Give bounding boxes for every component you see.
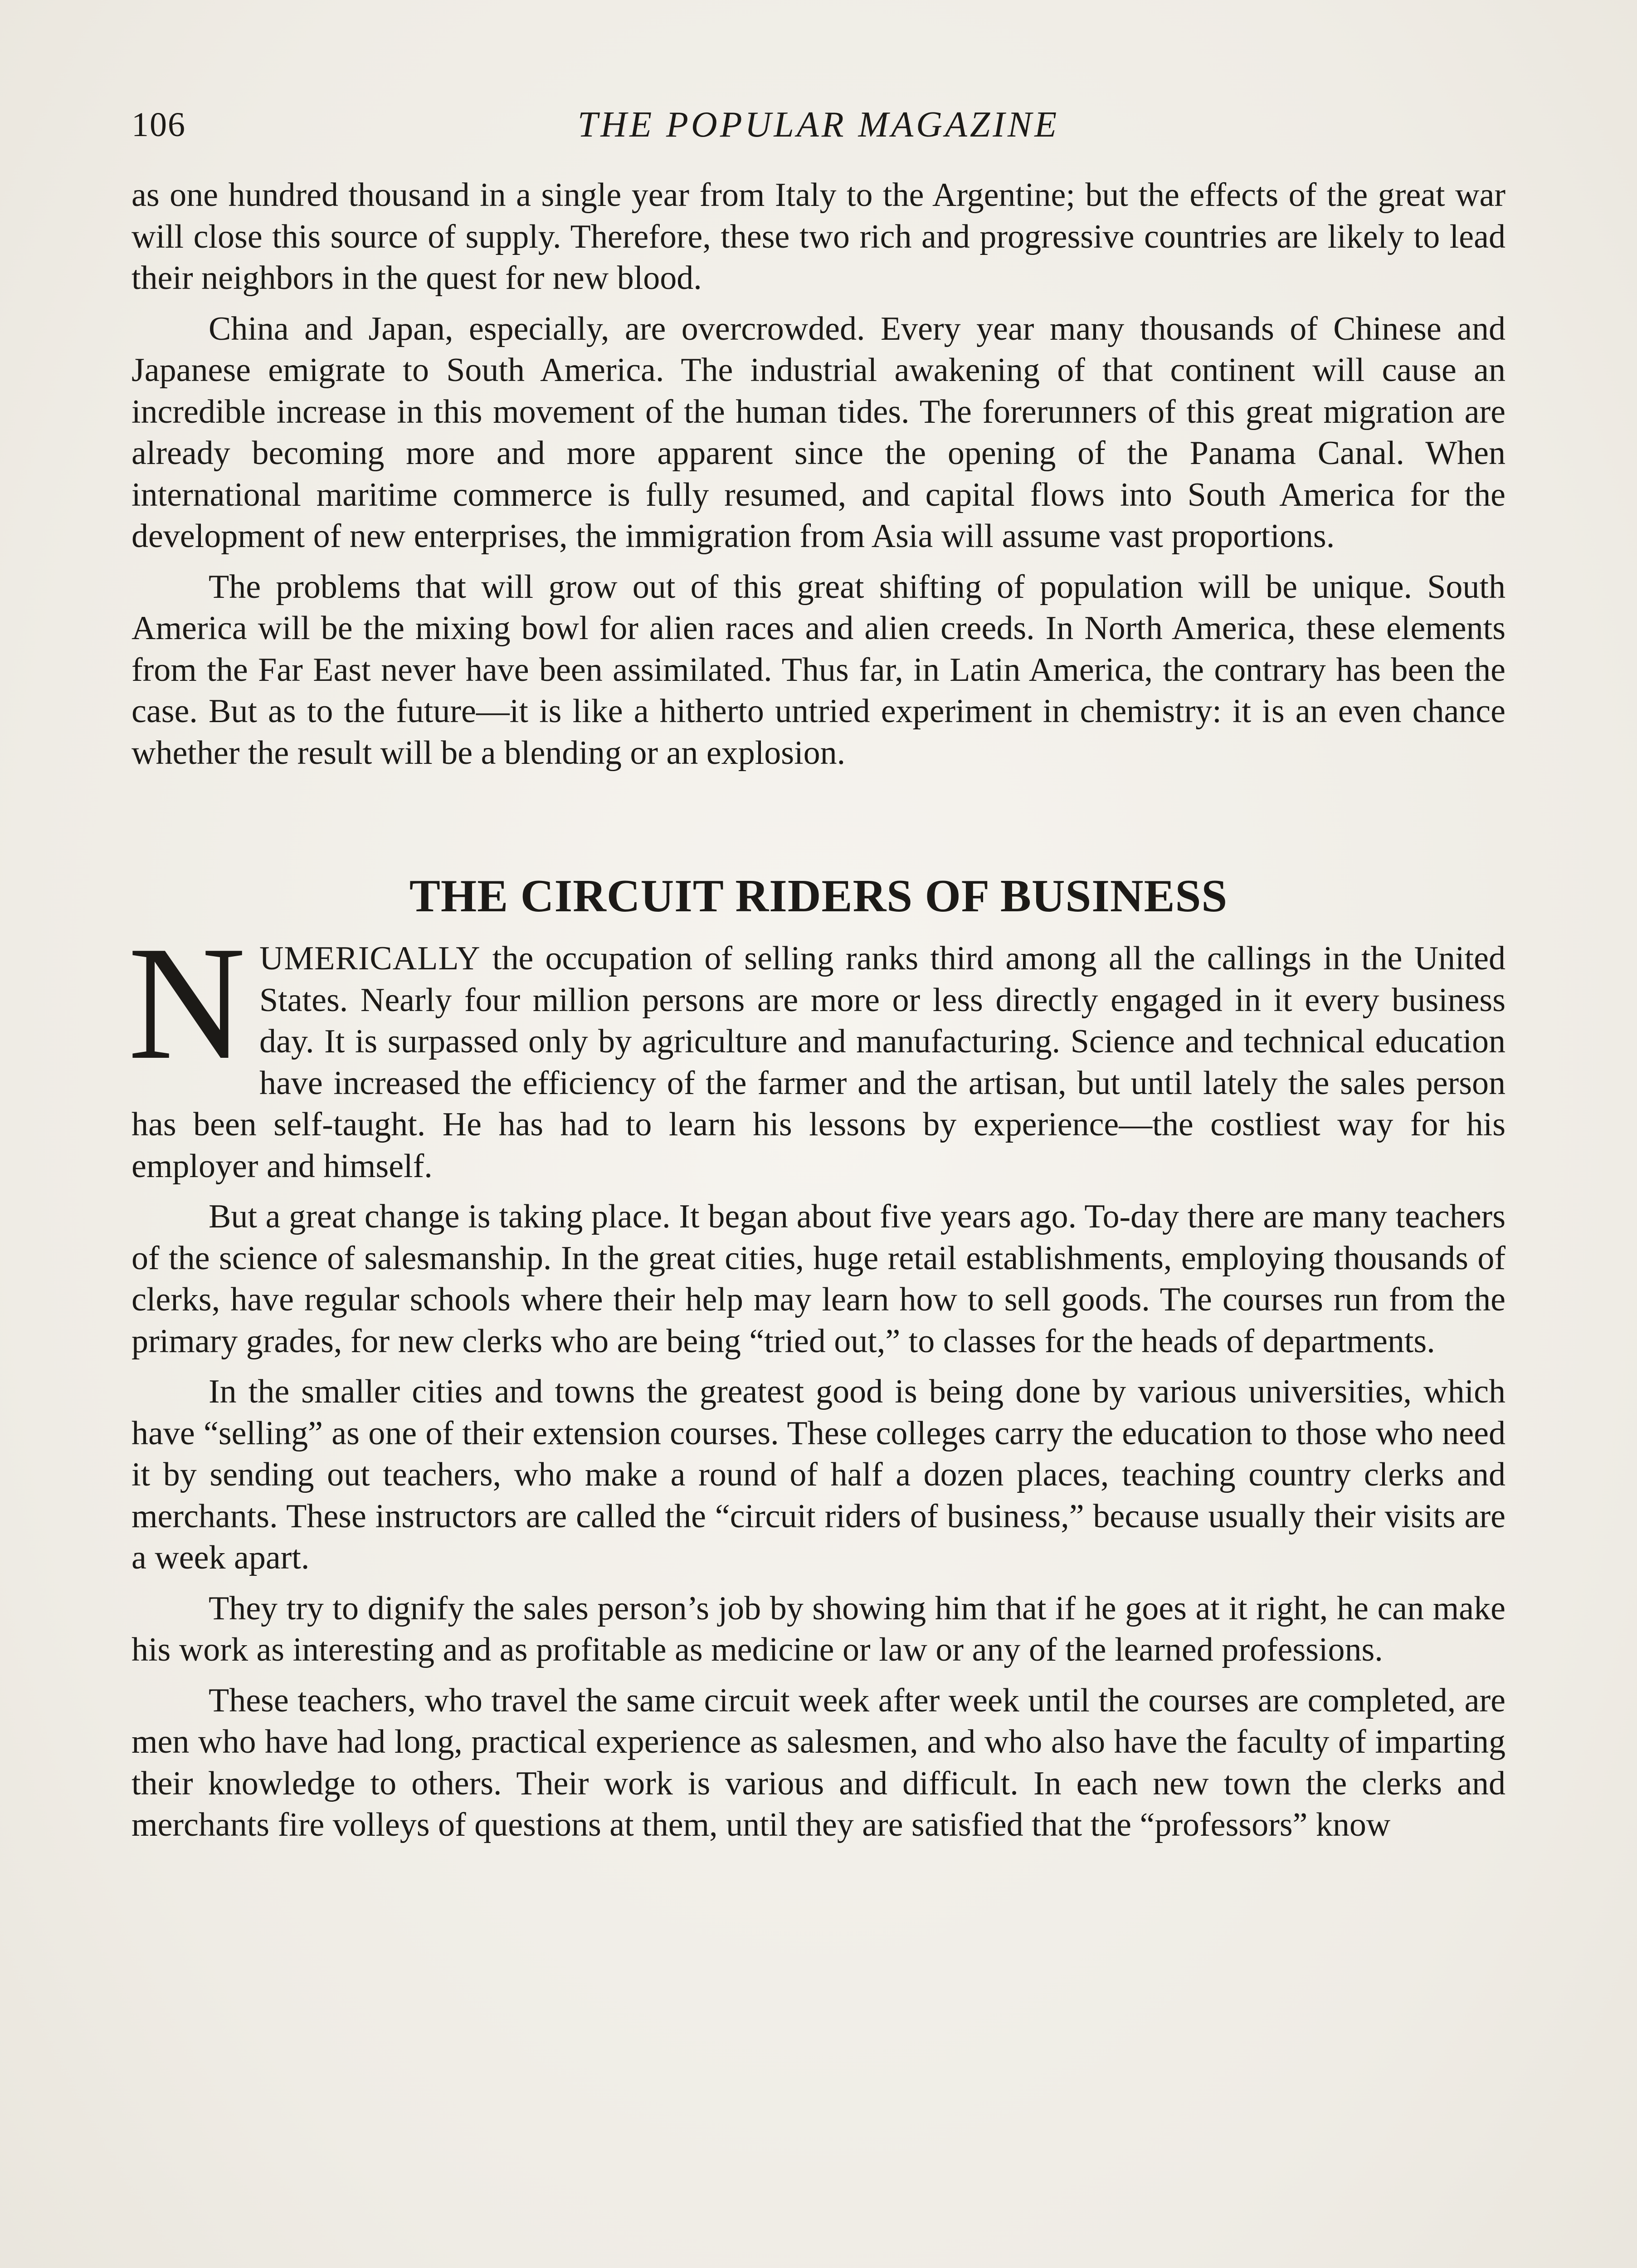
lead-caps: UMERICALLY — [259, 940, 481, 977]
drop-cap: N — [128, 912, 246, 1093]
page-number: 106 — [132, 106, 186, 144]
paragraph: These teachers, who travel the same circuit week after week until the courses are completed, are men who have had long, practical experience as salesmen, and who also have the faculty of imparting their knowledge to others. Their work is various and difficult. In each new town the clerks and merchants fire volleys of questions at them, until they are satisfied that the “professors” know — [132, 1681, 1505, 1843]
article — [128, 865, 1505, 1846]
lead-paragraph — [128, 912, 1505, 1187]
lead-paragraph-text: the occupation of selling ranks third among all the callings in the United States. Nearly four million persons are more or less directly engaged in it every business day. It is surpassed only by agriculture and manufacturing. Science and technical education have increased the efficiency of the farmer and the artisan, but until lately the sales person has been self-taught. He has had to learn his lessons by experience—the costliest way for his employer and himself. — [132, 940, 1505, 1185]
paragraph: But a great change is taking place. It began about five years ago. To-day there are many teachers of the science of salesmanship. In the great cities, huge retail establishments, employing thousands of clerks, have regular schools where their help may learn how to sell goods. The courses run from the primary grades, for new clerks who are being “tried out,” to classes for the heads of departments. — [132, 1198, 1505, 1360]
page-content — [128, 175, 1505, 1846]
continued-article — [132, 175, 1505, 774]
paragraph: They try to dignify the sales person’s job by showing him that if he goes at it right, he can make his work as interesting and as profitable as medicine or law or any of the learned professions. — [132, 1589, 1505, 1668]
page-header — [132, 98, 1505, 152]
section-gap — [132, 774, 1505, 865]
paragraph: as one hundred thousand in a single year from Italy to the Argentine; but the effects of the great war will close this source of supply. Therefore, these two rich and progressive countries are likely to lead their neighbors in the quest for new blood. — [132, 176, 1505, 297]
paragraph: The problems that will grow out of this great shifting of population will be unique. South America will be the mixing bowl for alien races and alien creeds. In North America, these elements from the Far East never have been assimilated. Thus far, in Latin America, the contrary has been the case. But as to the future—it is like a hitherto untried experiment in chemistry: it is an even chance whether the result will be a blending or an explosion. — [132, 568, 1505, 772]
paragraph: In the smaller cities and towns the greatest good is being done by various universities, which have “selling” as one of their extension courses. These colleges carry the education to those who need it by sending out teachers, who make a round of half a dozen places, teaching country clerks and merchants. These instructors are called the “circuit riders of business,” because usually their visits are a week apart. — [132, 1373, 1505, 1576]
running-head: THE POPULAR MAGAZINE — [577, 105, 1060, 145]
article-title: THE CIRCUIT RIDERS OF BUSINESS — [409, 870, 1228, 922]
paragraph: China and Japan, especially, are overcrowded. Every year many thousands of Chinese and Japanese emigrate to South America. The industrial awakening of that continent will cause an incredible increase in this movement of the human tides. The forerunners of this great migration are already becoming more and more apparent since the opening of the Panama Canal. When international maritime commerce is fully resumed, and capital flows into South America for the development of new enterprises, the immigration from Asia will assume vast proportions. — [132, 310, 1505, 555]
